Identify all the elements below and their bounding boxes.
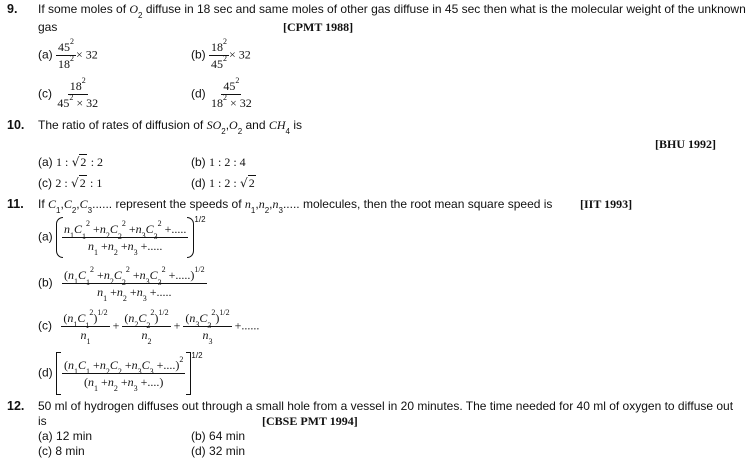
question-11-number: 11. bbox=[7, 197, 24, 211]
question-9-number: 9. bbox=[7, 2, 18, 16]
fraction: $\frac{45^2}{18^2}$ bbox=[58, 37, 75, 71]
paren-group: $\frac{n_1C_1^2 +n_2C_2^2 +n_3C_3^2 +.....}{n_1 +n_2 +n_3 +.....}$ bbox=[56, 220, 194, 255]
question-9-option-c[interactable] bbox=[38, 76, 100, 110]
question-12-source: [CBSE PMT 1994] bbox=[262, 414, 358, 428]
question-9-text-a: If some moles of bbox=[38, 2, 127, 16]
option-label: (c) bbox=[38, 86, 52, 101]
question-11-source: [IIT 1993] bbox=[580, 197, 633, 211]
question-12-option-a[interactable]: (a) 12 min bbox=[38, 429, 93, 443]
option-label: (a) bbox=[38, 47, 53, 62]
question-9-option-a[interactable]: (a) $\frac{45^2}{18^2}$ × 32 bbox=[38, 37, 98, 71]
question-12-text: 50 ml of hydrogen diffuses out through a small hole from a vessel in 20 minutes. The time needed for 40 ml of oxygen to diffuse out bbox=[38, 399, 734, 413]
question-11-text-b: represent the speeds of bbox=[115, 197, 242, 211]
question-10-source: [BHU 1992] bbox=[655, 137, 716, 151]
question-9-option-b[interactable]: (b) $\frac{18^2}{45^2}$ × 32 bbox=[191, 37, 251, 71]
question-9-text: If some moles of $O_2$ diffuse in 18 sec and same moles of other gas diffuse in 45 sec then what is the molecular weight of the unknown bbox=[38, 2, 746, 21]
question-12-text-b: is bbox=[38, 414, 47, 428]
sqrt-symbol: √2 bbox=[71, 176, 86, 190]
question-12-option-b[interactable]: (b) 64 min bbox=[191, 429, 246, 443]
option-label: (d) bbox=[191, 86, 206, 101]
question-11-option-c[interactable]: (c) $\frac{(n_1C_1^2)^{1/2}}{n_1}$ + $\frac{(n_2C_2^2)^{1/2}}{n_2}$ + $\frac{(n_3C_3^2)^{1/2}}{n_3}$ +...... bbox=[38, 308, 260, 347]
question-10-option-b[interactable]: (b) 1 : 2 : 4 bbox=[191, 155, 246, 169]
question-11-text-a: If bbox=[38, 197, 45, 211]
sqrt-symbol: √2 bbox=[71, 155, 87, 169]
sqrt-symbol: √2 bbox=[240, 176, 255, 190]
fraction: $\frac{18^2}{45^2 \times 32}$ bbox=[57, 76, 99, 110]
question-9-text-b: diffuse in 18 sec and same moles of other gas diffuse in 45 sec then what is the molecular weight of the unknown bbox=[145, 2, 746, 16]
question-9-text-c: gas bbox=[38, 20, 58, 34]
fraction: $\frac{45^2}{18^2 \times 32}$ bbox=[211, 76, 252, 110]
question-10-text-a: The ratio of rates of diffusion of bbox=[38, 118, 204, 132]
bracket-group: $\frac{(n_1C_1 +n_2C_2 +n_3C_3 +....)^2}{(n_1 +n_2 +n_3 +....)}$ bbox=[56, 356, 191, 391]
question-10-number: 10. bbox=[7, 118, 25, 132]
question-11-option-a[interactable]: (a) $\frac{n_1C_1^2 +n_2C_2^2 +n_3C_3^2 +.....}{n_1 +n_2 +n_3 +.....}$ $^{1/2}$ bbox=[38, 214, 206, 258]
question-10-text-is: is bbox=[293, 118, 303, 132]
option-label: (b) bbox=[191, 47, 206, 62]
question-11-text: If $C_1,C_2,C_3$...... represent the speeds of $n_1,n_2,n_3$..... molecules, then the root mean square speed is bbox=[38, 197, 553, 216]
question-10-option-d[interactable]: (d) 1 : 2 : √2 bbox=[191, 176, 255, 190]
question-10-option-c[interactable]: (c) 2 : √2 : 1 bbox=[38, 176, 103, 190]
question-12-option-d[interactable]: (d) 32 min bbox=[191, 444, 246, 458]
question-12-option-c[interactable]: (c) 8 min bbox=[38, 444, 85, 458]
question-11-text-c: molecules, then the root mean square speed is bbox=[302, 197, 553, 211]
question-9-source: [CPMT 1988] bbox=[283, 20, 354, 34]
fraction: $\frac{18^2}{45^2}$ bbox=[211, 37, 228, 71]
question-10-text-and: and bbox=[245, 118, 266, 132]
question-9-option-d[interactable] bbox=[191, 76, 254, 110]
question-10-text: The ratio of rates of diffusion of $SO_2,O_2$ and $CH_4$ is bbox=[38, 118, 303, 137]
question-11-option-d[interactable]: (d) $\frac{(n_1C_1 +n_2C_2 +n_3C_3 +....)^2}{(n_1 +n_2 +n_3 +....)}$ $^{1/2}$ bbox=[38, 350, 203, 394]
question-10-option-a[interactable]: (a) 1 : √2 : 2 bbox=[38, 155, 104, 169]
question-12-number: 12. bbox=[7, 399, 25, 413]
question-11-option-b[interactable]: (b) $\frac{(n_1C_1^2 +n_2C_2^2 +n_3C_3^2 +.....)^{1/2}}{n_1 +n_2 +n_3 +.....}$ bbox=[38, 265, 205, 304]
